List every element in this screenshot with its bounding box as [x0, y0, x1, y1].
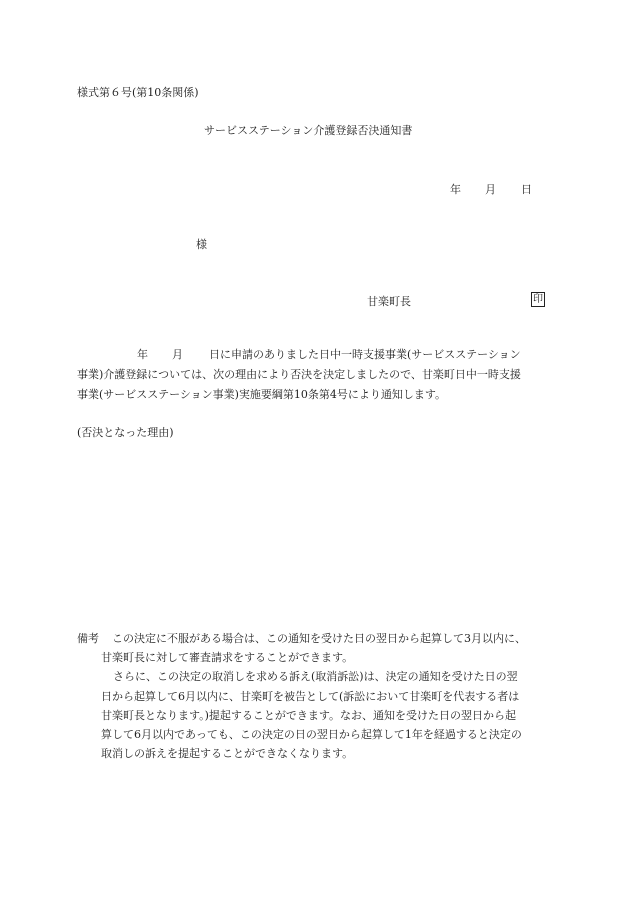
form-number: 様式第６号(第10条関係): [77, 86, 199, 99]
body-month-label: 月: [172, 348, 183, 361]
remarks-line-4: 日から起算して6月以内に、甘楽町を被告として(訴訟において甘楽町を代表する者は: [101, 689, 520, 703]
body-year-label: 年: [137, 348, 148, 361]
date-day-label: 日: [521, 183, 532, 196]
body-line-1-text: 日に申請のありました日中一時支援事業(サービスステーション: [209, 348, 521, 361]
notice-body: [77, 345, 561, 405]
remarks-line-2: 甘楽町長に対して審査請求をすることができます。: [101, 651, 354, 665]
remarks-line-1: [77, 629, 567, 648]
remarks-line-3: さらに、この決定の取消しを求める訴え(取消訴訟)は、決定の通知を受けた日の翌: [113, 670, 518, 684]
document-title: サービスステーション介護登録否決通知書: [204, 124, 413, 137]
reason-label: (否決となった理由): [77, 426, 174, 439]
remarks-section: [77, 629, 567, 763]
remarks-line-7: 取消しの訴えを提起することができなくなります。: [101, 747, 354, 761]
remarks-line-6: 算して6月以内であっても、この決定の日の翌日から起算して1年を経過すると決定の: [101, 728, 522, 742]
addressee-honorific: 様: [196, 238, 207, 251]
remarks-label: 備考: [77, 632, 99, 645]
date-month-label: 月: [485, 183, 496, 196]
date-year-label: 年: [450, 183, 461, 196]
remarks-line-5: 甘楽町長となります。)提起することができます。なお、通知を受けた日の翌日から起: [101, 708, 517, 722]
issuer-title: 甘楽町長: [367, 295, 411, 308]
body-line-1: [77, 345, 561, 365]
remarks-line-1-text: この決定に不服がある場合は、この通知を受けた日の翌日から起算して3月以内に、: [112, 632, 526, 645]
body-line-3: 事業(サービスステーション事業)実施要綱第10条第4号により通知します。: [77, 388, 447, 401]
seal-mark: 印: [533, 294, 543, 305]
body-line-2: 事業)介護登録については、次の理由により否決を決定しましたので、甘楽町日中一時支援: [77, 368, 521, 381]
